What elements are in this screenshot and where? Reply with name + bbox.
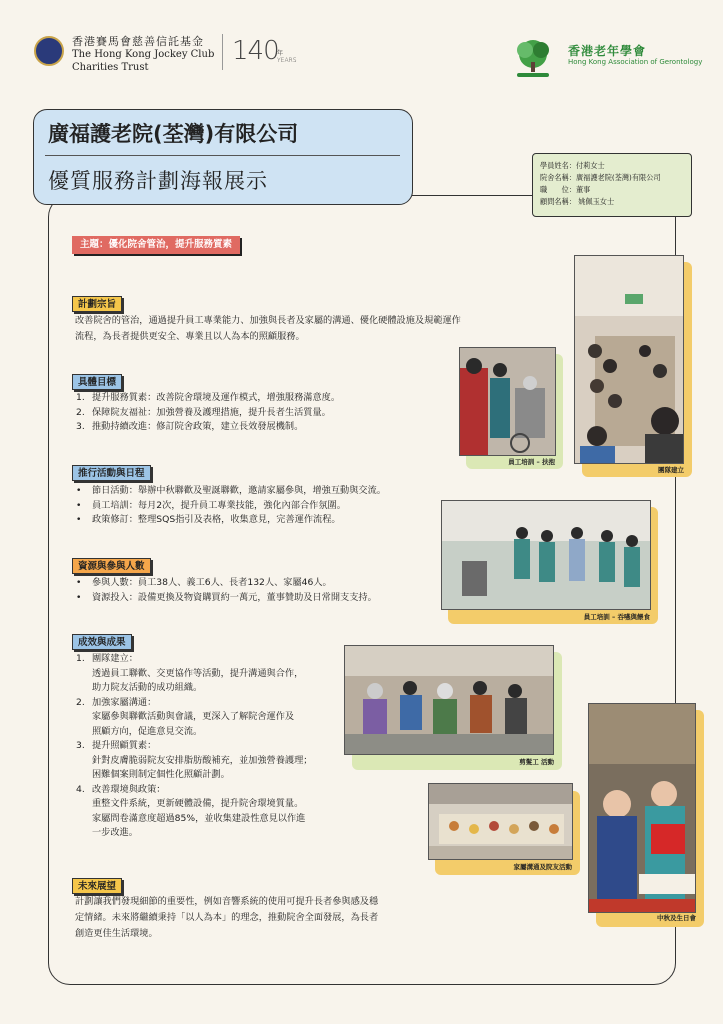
list-item-text: 保障院友福祉：加強營養及護理措施，提升長者生活質量。 — [92, 406, 331, 418]
result-detail: 助力院友活動的成功組織。 — [92, 682, 203, 693]
page-title: 廣福護老院(荃灣)有限公司 — [48, 122, 299, 146]
photo-transfer-training — [459, 347, 556, 456]
list-item — [76, 591, 446, 606]
hag-tree-logo-icon — [505, 34, 561, 80]
resources-list — [76, 576, 446, 605]
caption-family-activity: 家屬溝通及院友活動 — [513, 863, 572, 871]
anniversary-number: 140 — [232, 36, 279, 66]
list-item — [76, 406, 456, 421]
list-item-marker: • — [76, 577, 82, 588]
swallow-photo-icon — [442, 501, 651, 610]
org-name-zh: 香港老年學會 — [568, 44, 647, 58]
list-item-text: 節日活動：舉辦中秋聯歡及聖誕聯歡，邀請家屬參與，增強互動與交流。 — [92, 485, 386, 496]
sponsor-name — [72, 35, 214, 74]
result-detail: 困難個案則制定個性化照顧計劃。 — [92, 769, 230, 780]
org-name-en: Hong Kong Association of Gerontology — [568, 58, 703, 66]
activities-list — [76, 484, 446, 528]
list-item-marker: • — [76, 499, 82, 511]
sponsor-en-line2: Charities Trust — [72, 62, 149, 73]
list-item — [76, 420, 456, 435]
result-item — [76, 652, 366, 667]
team-photo-icon — [575, 256, 684, 464]
list-item-text: 員工培訓：每月2次，提升員工專業技能，強化內部合作氛圍。 — [92, 499, 346, 511]
training-photo-icon — [460, 348, 556, 456]
hkjc-logo — [34, 36, 64, 66]
haircut-photo-icon — [345, 646, 554, 755]
sponsor-zh: 香港賽馬會慈善信託基金 — [72, 35, 204, 48]
future-heading: 未來展望 — [72, 878, 122, 894]
list-item-text: 政策修訂：整理SQS指引及表格，收集意見，完善運作流程。 — [92, 514, 341, 525]
result-number: 1. — [76, 653, 85, 664]
list-item-marker: 1. — [76, 392, 85, 403]
future-text: 計劃讓我們發現細節的重要性，例如音響系統的使用可提升長者參與感及穩定情緒。未來將繼續秉持「以人為本」的理念，推動院舍全面發展，為長者創造更佳生活環境。 — [75, 896, 379, 939]
result-title: 改善環境與政策： — [92, 783, 166, 795]
activities-heading: 推行活動與日程 — [72, 465, 151, 481]
result-item — [76, 696, 366, 711]
result-number: 3. — [76, 740, 85, 751]
results-heading: 成效與成果 — [72, 634, 132, 650]
result-title: 提升照顧質素： — [92, 740, 157, 751]
result-number: 2. — [76, 696, 85, 708]
list-item-text: 參與人數：員工38人、義工6人、長者132人、家屬46人。 — [92, 577, 332, 588]
list-item — [76, 499, 446, 514]
anniversary-suffix: 年YEARS — [277, 50, 297, 64]
page-subtitle: 優質服務計劃海報展示 — [48, 169, 268, 193]
resources-heading: 資源與參與人數 — [72, 558, 151, 574]
caption-mid-autumn: 中秋及生日會 — [657, 914, 696, 922]
home-name: 院舍名稱：廣福護老院(荃灣)有限公司 — [540, 173, 661, 182]
list-item-text: 推動持續改進：修訂院舍政策，建立長效發展機制。 — [92, 421, 304, 432]
purpose-heading: 計劃宗旨 — [72, 296, 122, 312]
goals-list — [76, 391, 456, 435]
photo-team-building — [574, 255, 684, 464]
list-item — [76, 576, 446, 591]
result-title: 加強家屬溝通： — [92, 696, 157, 708]
purpose-text: 改善院舍的管治，通過提升員工專業能力、加強與長者及家屬的溝通、優化硬體設施及規範運作流程，為長者提供更安全、專業且以人為本的照顧服務。 — [75, 315, 461, 342]
result-detail: 一步改進。 — [92, 827, 138, 838]
student-info-box — [532, 153, 692, 217]
result-number: 4. — [76, 783, 85, 795]
list-item-marker: • — [76, 485, 82, 496]
list-item-marker: • — [76, 591, 82, 603]
photo-haircut-activity — [344, 645, 554, 755]
caption-transfer-training: 員工培訓 – 扶抱 — [508, 458, 555, 466]
result-detail: 重整文件系統，更新硬體設備，提升院舍環境質量。 — [92, 798, 304, 809]
advisor-name: 顧問名稱： 姚佩玉女士 — [540, 197, 615, 206]
result-item — [76, 783, 366, 798]
family-photo-icon — [429, 784, 573, 860]
caption-haircut-activity: 剪髮工 活動 — [519, 758, 554, 766]
header-divider — [222, 34, 223, 70]
list-item-marker: 2. — [76, 406, 85, 418]
list-item — [76, 513, 446, 528]
result-item — [76, 739, 366, 754]
list-item-text: 資源投入：設備更換及物資購買約一萬元，董事贊助及日常開支支持。 — [92, 591, 377, 603]
list-item — [76, 484, 446, 499]
goals-heading: 具體目標 — [72, 374, 122, 390]
position: 職 位：董事 — [540, 185, 591, 194]
photo-family-activity — [428, 783, 573, 860]
student-name: 學員姓名：付莉女士 — [540, 161, 605, 170]
list-item-marker: • — [76, 514, 82, 525]
list-item-marker: 3. — [76, 421, 85, 432]
photo-swallowing-training — [441, 500, 651, 610]
result-detail: 家屬問卷滿意度超過85%，並收集建設性意見以作進 — [92, 812, 306, 824]
result-detail: 照顧方向，促進意見交流。 — [92, 725, 203, 737]
sponsor-en-line1: The Hong Kong Jockey Club — [72, 49, 215, 60]
list-item-text: 提升服務質素：改善院舍環境及運作模式，增強服務滿意度。 — [92, 392, 341, 403]
title-divider — [45, 155, 400, 156]
theme-banner: 主題：優化院舍管治，提升服務質素 — [72, 236, 240, 254]
mid-autumn-photo-icon — [589, 704, 696, 913]
result-detail: 針對皮膚脆弱院友安排脂肪酸補充，並加強營養護理； — [92, 754, 313, 766]
photo-mid-autumn — [588, 703, 696, 913]
caption-team-building: 團隊建立 — [658, 466, 684, 474]
caption-swallowing-training: 員工培訓 – 吞嚥與餵食 — [583, 613, 650, 621]
result-detail: 透過員工聯歡、交更協作等活動，提升溝通與合作， — [92, 667, 304, 679]
list-item — [76, 391, 456, 406]
result-title: 團隊建立： — [92, 653, 138, 664]
result-detail: 家屬參與聯歡活動與會議，更深入了解院舍運作及 — [92, 711, 295, 722]
results-list — [76, 652, 366, 841]
anniversary-logo — [232, 36, 297, 66]
